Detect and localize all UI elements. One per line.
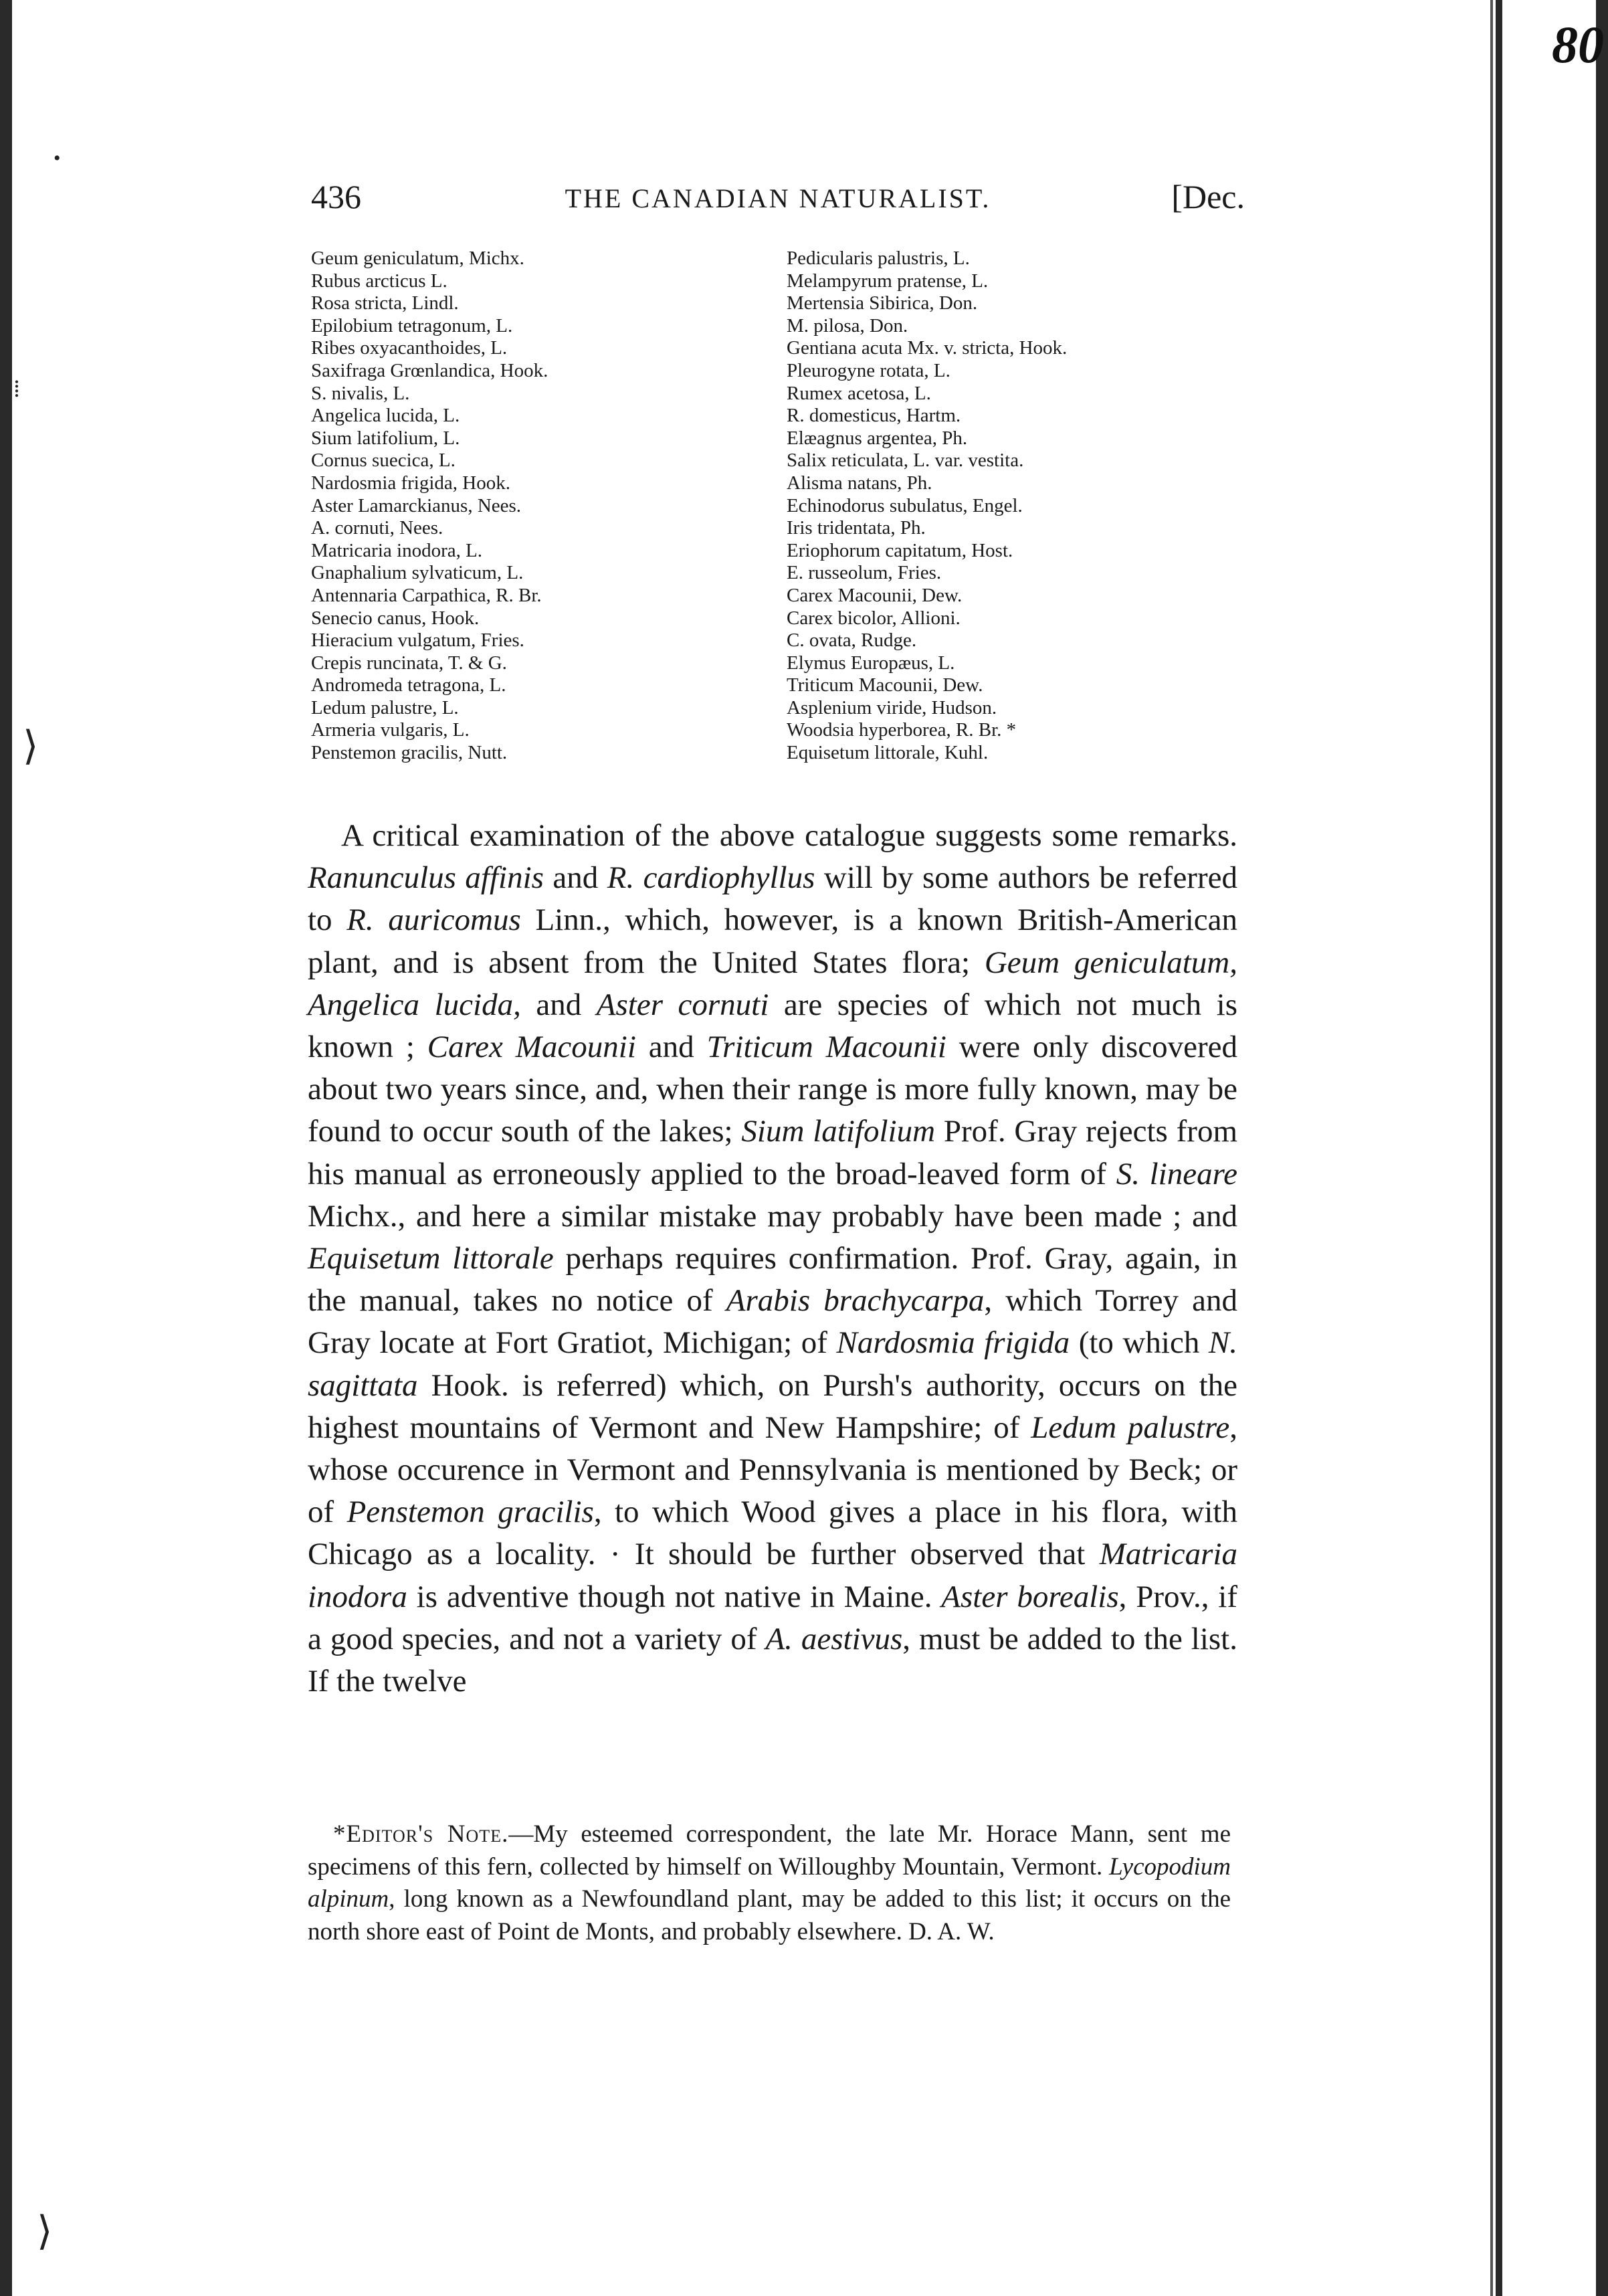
- text-run: will by some authors be referred to: [308, 860, 1237, 938]
- species-entry: Aster Lamarckianus, Nees.: [311, 494, 522, 516]
- species-entry: Salix reticulata, L. var. vestita.: [787, 450, 1024, 472]
- species-entry: S. nivalis, L.: [311, 382, 410, 404]
- text-run: Michx., and here a similar mistake may probably have been made ; and: [308, 1198, 1237, 1234]
- species-entry: Alisma natans, Ph.: [787, 472, 932, 494]
- species-entry: Cornus suecica, L.: [311, 450, 456, 472]
- scan-edge-left: [0, 0, 12, 2296]
- text-run: Prof. Gray rejects from his manual as erroneously applied to the broad-leaved form of: [308, 1114, 1237, 1191]
- italic-term: Equisetum littorale: [308, 1241, 554, 1276]
- paragraph: [308, 815, 1237, 1703]
- species-entry: Antennaria Carpathica, R. Br.: [311, 584, 542, 606]
- species-entry: Rumex acetosa, L.: [787, 382, 931, 404]
- species-entry: Echinodorus subulatus, Engel.: [787, 494, 1023, 516]
- species-entry: Rubus arcticus L.: [311, 270, 447, 292]
- running-header: [311, 177, 1245, 224]
- running-title: THE CANADIAN NATURALIST.: [565, 183, 991, 213]
- text-run: are species of which not much is known ;: [308, 987, 1237, 1065]
- species-entry: Armeria vulgaris, L.: [311, 719, 470, 741]
- header-date: [Dec.: [1171, 178, 1245, 215]
- species-entry: Sium latifolium, L.: [311, 427, 460, 449]
- italic-term: Triticum Macounii: [706, 1030, 946, 1065]
- text-run: Linn., which, however, is a known British-American plant, and is absent from the United States flora;: [308, 902, 1237, 980]
- species-entry: Equisetum littorale, Kuhl.: [787, 742, 989, 764]
- italic-term: Nardosmia frigida: [836, 1325, 1070, 1361]
- text-run: is adventive though not native in Maine.: [407, 1579, 942, 1614]
- text-run: , long known as a Newfoundland plant, may be added to this list; it occurs on the north shore east of Point de Monts, and probably elsewhere. D. A. W.: [308, 1885, 1231, 1945]
- species-entry: Rosa stricta, Lindl.: [311, 292, 459, 314]
- italic-term: R. cardiophyllus: [607, 860, 815, 896]
- binding-mark: ⟩: [37, 2209, 53, 2253]
- species-entry: E. russeolum, Fries.: [787, 562, 942, 584]
- binding-mark: •: [54, 147, 61, 169]
- species-entry: Woodsia hyperborea, R. Br. *: [787, 719, 1017, 741]
- species-entry: C. ovata, Rudge.: [787, 630, 917, 652]
- species-entry: Carex bicolor, Allioni.: [787, 607, 961, 629]
- handwritten-page-number: 80: [1552, 15, 1604, 74]
- species-entry: Melampyrum pratense, L.: [787, 270, 989, 292]
- binding-mark: ⁞: [13, 375, 21, 402]
- species-entry: Matricaria inodora, L.: [311, 539, 483, 561]
- italic-term: Arabis brachycarpa: [726, 1283, 985, 1319]
- species-entry: Angelica lucida, L.: [311, 405, 460, 427]
- text-run: perhaps requires confirmation. Prof. Gray, again, in the manual, takes no notice of: [308, 1241, 1237, 1319]
- text-run: , to which Wood gives a place in his flora, with Chicago as a locality. · It should be further observed that: [308, 1495, 1237, 1572]
- binding-mark: ⟩: [23, 724, 39, 768]
- species-entry: Gnaphalium sylvaticum, L.: [311, 562, 524, 584]
- italic-term: Lycopodium alpinum: [308, 1852, 1231, 1913]
- species-entry: Saxifraga Grœnlandica, Hook.: [311, 359, 548, 381]
- italic-term: Penstemon gracilis: [346, 1495, 594, 1530]
- species-entry: Senecio canus, Hook.: [311, 607, 480, 629]
- italic-term: Carex Macounii: [427, 1030, 636, 1065]
- species-entry: Hieracium vulgatum, Fries.: [311, 630, 524, 652]
- species-entry: A. cornuti, Nees.: [311, 517, 443, 539]
- scan-edge-right: [1596, 0, 1608, 2296]
- species-list-left: [311, 248, 548, 765]
- italic-term: Ledum palustre: [1031, 1410, 1230, 1445]
- text-run: and: [520, 987, 597, 1022]
- species-entry: Crepis runcinata, T. & G.: [311, 652, 507, 674]
- species-list-right: [787, 248, 1067, 765]
- page-edge-right-dark: [1496, 0, 1502, 2296]
- text-run: , Prov., if a good species, and not a variety of: [308, 1579, 1237, 1656]
- note-label: *Editor's Note.: [333, 1820, 509, 1848]
- text-run: Hook. is referred) which, on Pursh's authority, occurs on the highest mountains of Vermont and New Hampshire; of: [308, 1367, 1237, 1445]
- text-run: were only discovered about two years since, and, when their range is more fully known, may be found to occur south of the lakes;: [308, 1030, 1237, 1149]
- species-entry: Ledum palustre, L.: [311, 696, 459, 719]
- species-entry: R. domesticus, Hartm.: [787, 405, 961, 427]
- footnote-text: [308, 1818, 1231, 1948]
- italic-term: Aster borealis: [941, 1579, 1119, 1614]
- species-entry: Elymus Europæus, L.: [787, 652, 955, 674]
- page-edge-right: [1490, 0, 1493, 2296]
- species-entry: M. pilosa, Don.: [787, 314, 908, 337]
- species-entry: Asplenium viride, Hudson.: [787, 696, 997, 719]
- species-entry: Iris tridentata, Ph.: [787, 517, 926, 539]
- species-entry: Gentiana acuta Mx. v. stricta, Hook.: [787, 337, 1068, 359]
- italic-term: Matricaria inodora: [308, 1537, 1237, 1614]
- italic-term: A. aestivus: [765, 1621, 903, 1656]
- species-entry: Andromeda tetragona, L.: [311, 674, 506, 696]
- italic-term: Aster cornuti: [596, 987, 769, 1022]
- text-run: , whose occurence in Vermont and Pennsylvania is mentioned by Beck; or of: [308, 1410, 1237, 1530]
- species-entry: Nardosmia frigida, Hook.: [311, 472, 510, 494]
- species-entry: Elæagnus argentea, Ph.: [787, 427, 968, 449]
- text-run: —My esteemed correspondent, the late Mr. Horace Mann, sent me specimens of this fern, collected by himself on Willoughby Mountain, Vermont.: [308, 1820, 1231, 1881]
- italic-term: Sium latifolium: [741, 1114, 936, 1149]
- footnote: [308, 1818, 1231, 1948]
- species-entry: Pedicularis palustris, L.: [787, 248, 970, 269]
- species-entry: Carex Macounii, Dew.: [787, 584, 963, 606]
- species-entry: Geum geniculatum, Michx.: [311, 248, 524, 269]
- page-number: 436: [311, 178, 361, 215]
- text-run: and: [635, 1030, 707, 1065]
- italic-term: N. sagittata: [308, 1325, 1237, 1403]
- species-entry: Triticum Macounii, Dew.: [787, 674, 983, 696]
- text-run: , must be added to the list. If the twelve: [308, 1621, 1237, 1699]
- species-entry: Pleurogyne rotata, L.: [787, 359, 950, 381]
- species-entry: Ribes oxyacanthoides, L.: [311, 337, 508, 359]
- italic-term: R. auricomus: [346, 902, 521, 938]
- text-run: A critical examination of the above catalogue suggests some remarks.: [341, 818, 1237, 853]
- italic-term: Ranunculus affinis: [308, 860, 544, 896]
- body-text: [308, 815, 1237, 1703]
- text-run: (to which: [1070, 1325, 1209, 1361]
- text-run: and: [543, 860, 607, 896]
- species-entry: Eriophorum capitatum, Host.: [787, 539, 1013, 561]
- italic-term: Geum geniculatum, Angelica lucida,: [308, 945, 1237, 1022]
- species-entry: Mertensia Sibirica, Don.: [787, 292, 978, 314]
- species-entry: Penstemon gracilis, Nutt.: [311, 742, 508, 764]
- text-run: , which Torrey and Gray locate at Fort Gratiot, Michigan; of: [308, 1283, 1237, 1361]
- italic-term: S. lineare: [1116, 1156, 1238, 1191]
- species-entry: Epilobium tetragonum, L.: [311, 314, 513, 337]
